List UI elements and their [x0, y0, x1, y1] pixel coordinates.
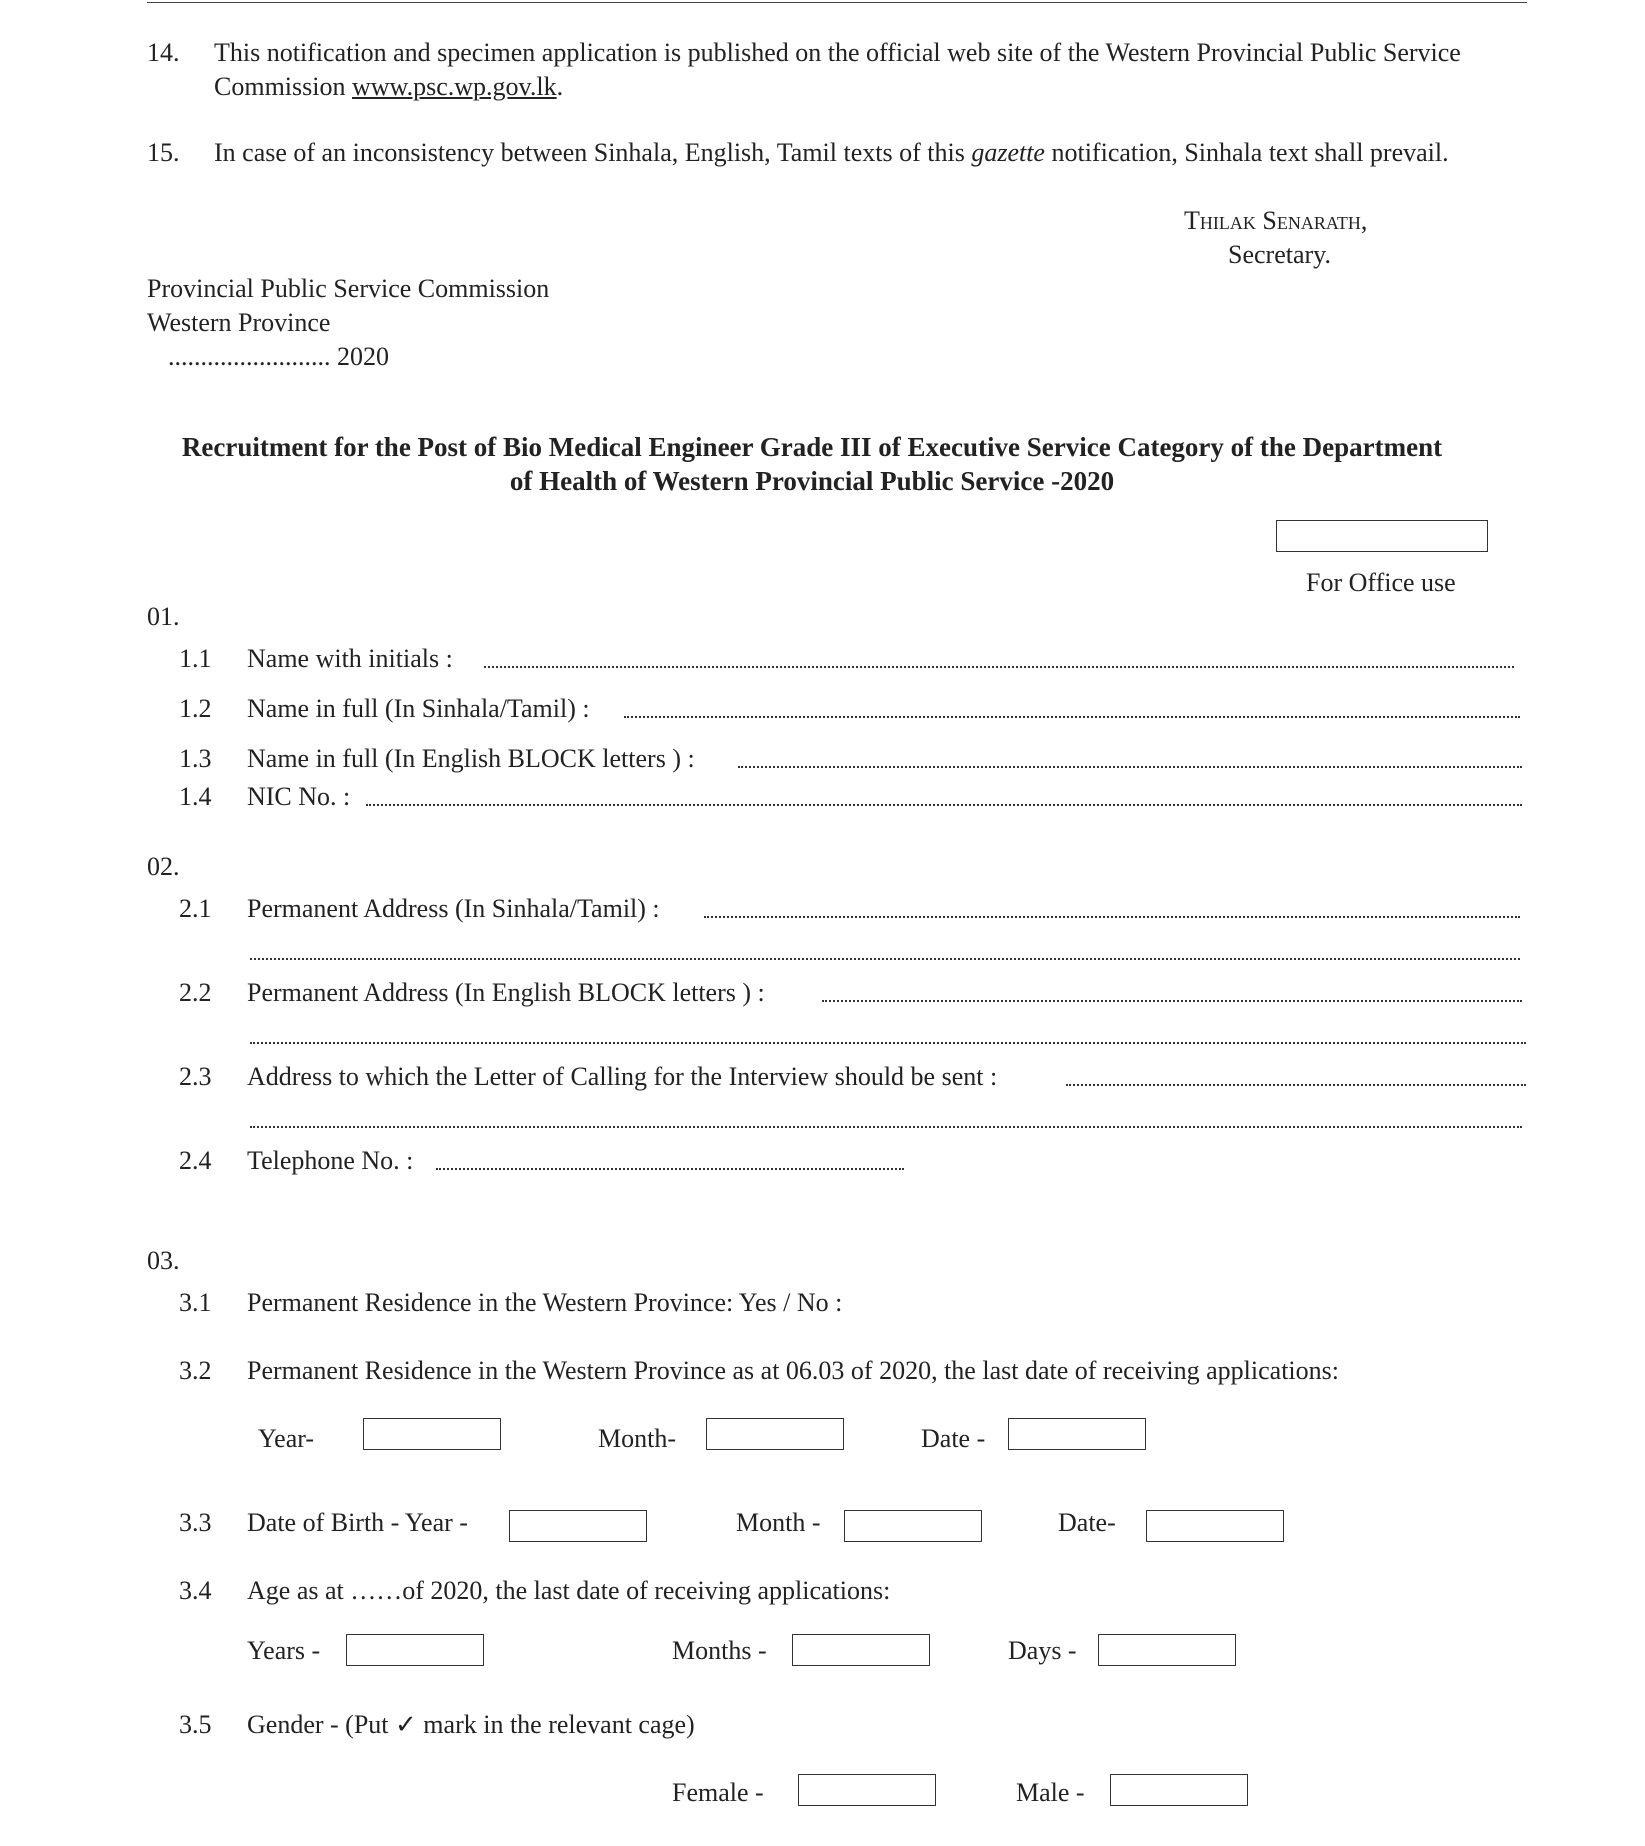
section-01-number: 01.	[147, 602, 180, 631]
age-months-box[interactable]	[792, 1634, 930, 1666]
gender-male-label: Male -	[1016, 1778, 1085, 1807]
age-months-label: Months -	[672, 1636, 767, 1665]
field-3-5-number: 3.5	[179, 1710, 212, 1739]
gender-label: Gender - (Put ✓ mark in the relevant cage)	[247, 1710, 695, 1739]
note-14-line2	[214, 70, 563, 104]
note-14-commission: Commission	[214, 72, 346, 101]
age-years-label: Years -	[247, 1636, 321, 1665]
note-15-italic: gazette	[971, 138, 1045, 167]
dob-month-label: Month -	[736, 1508, 821, 1537]
field-1-4-number: 1.4	[179, 782, 212, 811]
gender-male-box[interactable]	[1110, 1774, 1248, 1806]
field-3-4-number: 3.4	[179, 1576, 212, 1605]
field-1-1-number: 1.1	[179, 644, 212, 673]
note-14-number: 14.	[147, 38, 180, 67]
residence-yes-no-label: Permanent Residence in the Western Province: Yes / No :	[247, 1288, 843, 1317]
name-full-sinhala-tamil-label: Name in full (In Sinhala/Tamil) :	[247, 694, 590, 723]
field-1-2-number: 1.2	[179, 694, 212, 723]
nic-label: NIC No. :	[247, 782, 351, 811]
name-with-initials-label: Name with initials :	[247, 644, 453, 673]
dob-year-box[interactable]	[509, 1510, 647, 1542]
field-2-1-number: 2.1	[179, 894, 212, 923]
signatory-title: Secretary.	[1228, 240, 1331, 269]
field-2-4-number: 2.4	[179, 1146, 212, 1175]
gender-female-box[interactable]	[798, 1774, 936, 1806]
gender-female-label: Female -	[672, 1778, 764, 1807]
field-1-3-number: 1.3	[179, 744, 212, 773]
name-full-english-field[interactable]	[738, 764, 1522, 768]
top-rule	[147, 2, 1527, 3]
age-as-at-label: Age as at ……of 2020, the last date of receiving applications:	[247, 1576, 891, 1605]
residence-date-box[interactable]	[1008, 1418, 1146, 1450]
address-sinhala-tamil-field[interactable]	[704, 914, 1520, 918]
form-title-line1: Recruitment for the Post of Bio Medical Engineer Grade III of Executive Service Category of the Department	[181, 432, 1443, 462]
office-use-label: For Office use	[1306, 568, 1456, 597]
field-3-2-number: 3.2	[179, 1356, 212, 1385]
issuer-line2: Western Province	[147, 308, 331, 337]
note-14-period: .	[556, 72, 564, 101]
name-full-english-label: Name in full (In English BLOCK letters ) :	[247, 744, 695, 773]
address-english-label: Permanent Address (In English BLOCK letters ) :	[247, 978, 765, 1007]
name-with-initials-field[interactable]	[484, 664, 1514, 668]
name-full-sinhala-tamil-field[interactable]	[624, 714, 1520, 718]
telephone-field[interactable]	[436, 1166, 904, 1170]
address-sinhala-tamil-label: Permanent Address (In Sinhala/Tamil) :	[247, 894, 660, 923]
field-3-3-number: 3.3	[179, 1508, 212, 1537]
section-03-number: 03.	[147, 1246, 180, 1275]
note-15-text	[214, 136, 1449, 170]
telephone-label: Telephone No. :	[247, 1146, 414, 1175]
interview-address-field-line2[interactable]	[250, 1124, 1522, 1128]
residence-year-label: Year-	[258, 1424, 315, 1453]
office-use-box[interactable]	[1276, 520, 1488, 552]
residence-year-box[interactable]	[363, 1418, 501, 1450]
address-sinhala-tamil-field-line2[interactable]	[250, 956, 1520, 960]
residence-as-at-label: Permanent Residence in the Western Province as at 06.03 of 2020, the last date of receiving applications:	[247, 1356, 1339, 1385]
form-title-line2: of Health of Western Provincial Public Service -2020	[509, 466, 1115, 496]
address-english-field[interactable]	[822, 998, 1522, 1002]
signatory-name: Thilak Senarath,	[1184, 206, 1368, 235]
residence-month-box[interactable]	[706, 1418, 844, 1450]
field-2-3-number: 2.3	[179, 1062, 212, 1091]
age-days-box[interactable]	[1098, 1634, 1236, 1666]
age-years-box[interactable]	[346, 1634, 484, 1666]
field-3-1-number: 3.1	[179, 1288, 212, 1317]
issuer-date: ......................... 2020	[168, 342, 389, 371]
residence-month-label: Month-	[598, 1424, 676, 1453]
age-days-label: Days -	[1008, 1636, 1077, 1665]
dob-month-box[interactable]	[844, 1510, 982, 1542]
interview-address-label: Address to which the Letter of Calling for the Interview should be sent :	[247, 1062, 998, 1091]
dob-date-box[interactable]	[1146, 1510, 1284, 1542]
dob-year-label: Date of Birth - Year -	[247, 1508, 468, 1537]
psc-website-link[interactable]: www.psc.wp.gov.lk	[351, 72, 557, 101]
note-15-before: In case of an inconsistency between Sinhala, English, Tamil texts of this	[214, 138, 965, 167]
interview-address-field[interactable]	[1066, 1082, 1526, 1086]
dob-date-label: Date-	[1058, 1508, 1116, 1537]
note-14-line1: This notification and specimen application is published on the official web site of the Western Provincial Public Service	[214, 38, 1461, 67]
nic-field[interactable]	[366, 802, 1522, 806]
note-15-number: 15.	[147, 138, 180, 167]
residence-date-label: Date -	[921, 1424, 986, 1453]
issuer-line1: Provincial Public Service Commission	[147, 274, 550, 303]
section-02-number: 02.	[147, 852, 180, 881]
note-15-after: notification, Sinhala text shall prevail.	[1051, 138, 1449, 167]
address-english-field-line2[interactable]	[250, 1040, 1526, 1044]
field-2-2-number: 2.2	[179, 978, 212, 1007]
